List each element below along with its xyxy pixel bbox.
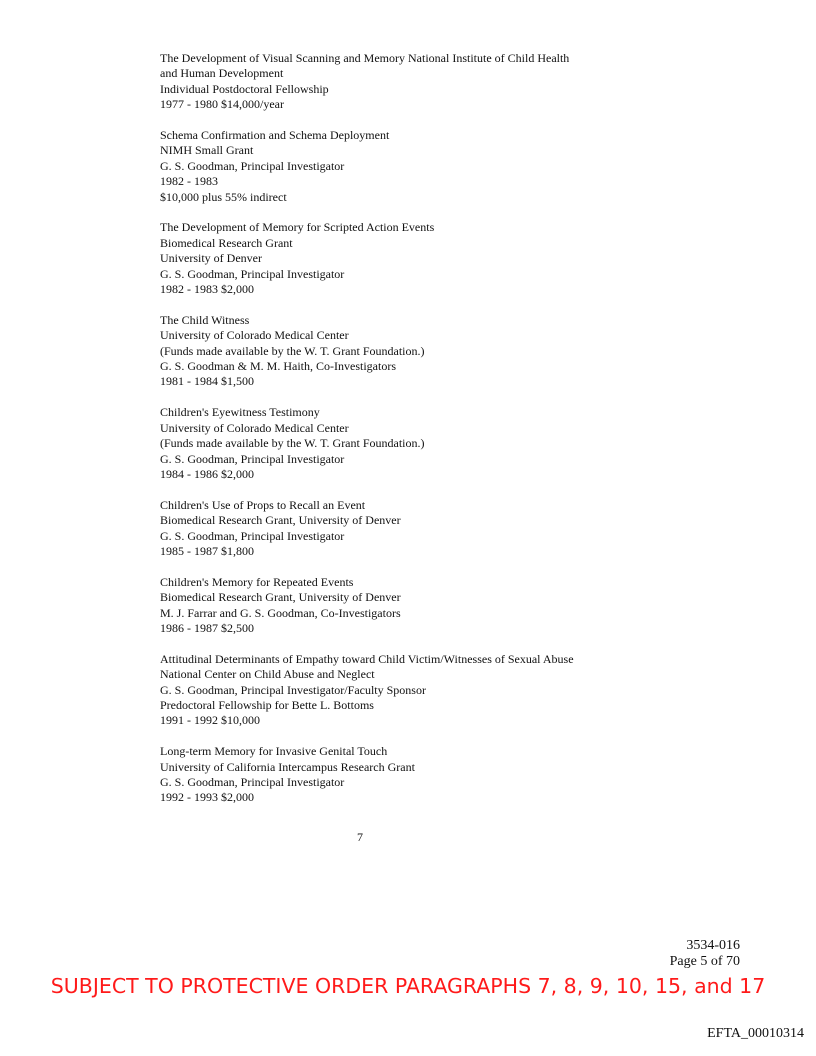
grant-line: G. S. Goodman, Principal Investigator <box>160 158 345 173</box>
grant-line: $10,000 plus 55% indirect <box>160 189 287 204</box>
grant-entry <box>160 128 780 205</box>
grant-line: University of Colorado Medical Center <box>160 420 349 435</box>
grant-line: Individual Postdoctoral Fellowship <box>160 81 329 96</box>
grant-line: Biomedical Research Grant <box>160 235 293 250</box>
grant-line: 1977 - 1980 $14,000/year <box>160 97 284 112</box>
grant-entry <box>160 498 780 560</box>
grant-line: National Center on Child Abuse and Neglect <box>160 667 375 682</box>
grant-line: University of Colorado Medical Center <box>160 328 349 343</box>
grant-line: The Development of Visual Scanning and Memory National Institute of Child Health <box>160 51 570 65</box>
grant-line: 1992 - 1993 $2,000 <box>160 790 254 805</box>
grant-line: Schema Confirmation and Schema Deployment <box>160 128 390 143</box>
grant-line: G. S. Goodman, Principal Investigator <box>160 528 345 543</box>
document-number: 3534-016 <box>686 938 740 953</box>
grant-line: 1985 - 1987 $1,800 <box>160 543 254 558</box>
grant-line: (Funds made available by the W. T. Grant Foundation.) <box>160 436 425 451</box>
bates-number: EFTA_00010314 <box>707 1026 804 1041</box>
grant-line: 1982 - 1983 <box>160 174 218 189</box>
grant-entry <box>160 405 780 482</box>
grant-line: G. S. Goodman, Principal Investigator <box>160 774 345 789</box>
page-of: Page 5 of 70 <box>669 954 740 969</box>
grant-line: G. S. Goodman, Principal Investigator <box>160 266 345 281</box>
page-number: 7 <box>357 830 363 844</box>
grant-line: M. J. Farrar and G. S. Goodman, Co-Investigators <box>160 605 401 620</box>
grant-line: G. S. Goodman, Principal Investigator <box>160 451 345 466</box>
protective-order-notice: SUBJECT TO PROTECTIVE ORDER PARAGRAPHS 7, 8, 9, 10, 15, and 17 <box>50 974 766 998</box>
grant-line: Children's Memory for Repeated Events <box>160 574 354 589</box>
grant-entry <box>160 220 780 297</box>
grant-line: G. S. Goodman & M. M. Haith, Co-Investigators <box>160 359 396 374</box>
grant-line: Children's Use of Props to Recall an Event <box>160 497 366 512</box>
grant-line: Attitudinal Determinants of Empathy toward Child Victim/Witnesses of Sexual Abuse <box>160 651 574 666</box>
grant-line: 1991 - 1992 $10,000 <box>160 713 260 728</box>
grant-entry <box>160 575 780 637</box>
grant-line: 1986 - 1987 $2,500 <box>160 620 254 635</box>
grant-line: 1984 - 1986 $2,000 <box>160 466 254 481</box>
grant-line: Children's Eyewitness Testimony <box>160 405 320 420</box>
grant-line: 1982 - 1983 $2,000 <box>160 282 254 297</box>
grant-entry <box>160 652 780 729</box>
grants-list <box>160 51 780 821</box>
grant-entry <box>160 744 780 806</box>
grant-line: (Funds made available by the W. T. Grant Foundation.) <box>160 343 425 358</box>
document-reference <box>670 938 740 970</box>
grant-line: University of California Intercampus Research Grant <box>160 759 415 774</box>
grant-line: and Human Development <box>160 66 284 81</box>
grant-line: 1981 - 1984 $1,500 <box>160 374 254 389</box>
grant-line: The Development of Memory for Scripted Action Events <box>160 220 435 235</box>
grant-line: Long-term Memory for Invasive Genital Touch <box>160 744 388 759</box>
grant-line: NIMH Small Grant <box>160 143 254 158</box>
grant-entry <box>160 313 780 390</box>
grant-line: The Child Witness <box>160 312 250 327</box>
grant-line: Biomedical Research Grant, University of Denver <box>160 590 401 605</box>
grant-line: Biomedical Research Grant, University of Denver <box>160 513 401 528</box>
grant-entry <box>160 51 780 113</box>
grant-line: G. S. Goodman, Principal Investigator/Faculty Sponsor <box>160 682 426 697</box>
grant-line: Predoctoral Fellowship for Bette L. Bottoms <box>160 697 374 712</box>
grant-line: University of Denver <box>160 251 262 266</box>
